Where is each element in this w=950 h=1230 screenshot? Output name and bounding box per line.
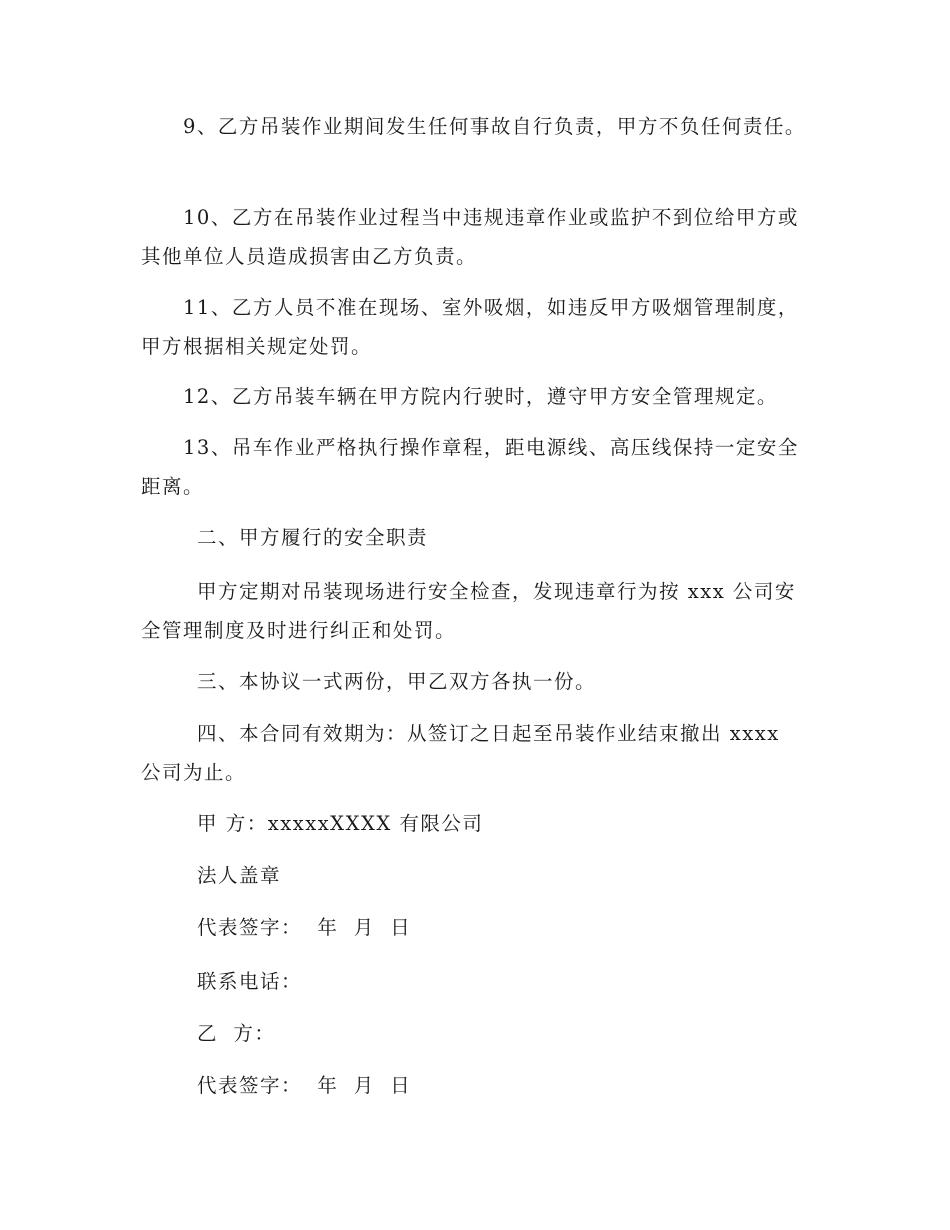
signature-phone: 联系电话：	[197, 970, 303, 993]
paragraph-item-10: 10、乙方在吊装作业过程当中违规违章作业或监护不到位给甲方或其他单位人员造成损害由乙方负责。	[141, 206, 799, 268]
signature-seal: 法人盖章	[197, 864, 282, 887]
section-copies: 三、本协议一式两份，甲乙双方各执一份。	[197, 670, 597, 693]
paragraph-item-9: 9、乙方吊装作业期间发生任何事故自行负责，甲方不负任何责任。	[183, 115, 806, 138]
signature-rep-b: 代表签字： 年 月 日	[197, 1074, 412, 1097]
signature-party-b: 乙 方：	[197, 1022, 276, 1045]
paragraph-item-13: 13、吊车作业严格执行操作章程，距电源线、高压线保持一定安全距离。	[141, 436, 799, 498]
signature-party-a: 甲 方：xxxxxXXXX 有限公司	[197, 812, 484, 835]
section-heading-party-a-duties: 二、甲方履行的安全职责	[197, 526, 429, 549]
paragraph-item-11: 11、乙方人员不准在现场、室外吸烟，如违反甲方吸烟管理制度，甲方根据相关规定处罚。	[141, 296, 799, 358]
section-validity: 四、本合同有效期为：从签订之日起至吊装作业结束撤出 xxxx 公司为止。	[141, 722, 780, 784]
paragraph-item-12: 12、乙方吊装车辆在甲方院内行驶时，遵守甲方安全管理规定。	[183, 385, 778, 408]
signature-rep-a: 代表签字： 年 月 日	[197, 916, 412, 939]
paragraph-party-a-duties: 甲方定期对吊装现场进行安全检查，发现违章行为按 xxx 公司安全管理制度及时进行纠正和处罚。	[141, 580, 796, 642]
